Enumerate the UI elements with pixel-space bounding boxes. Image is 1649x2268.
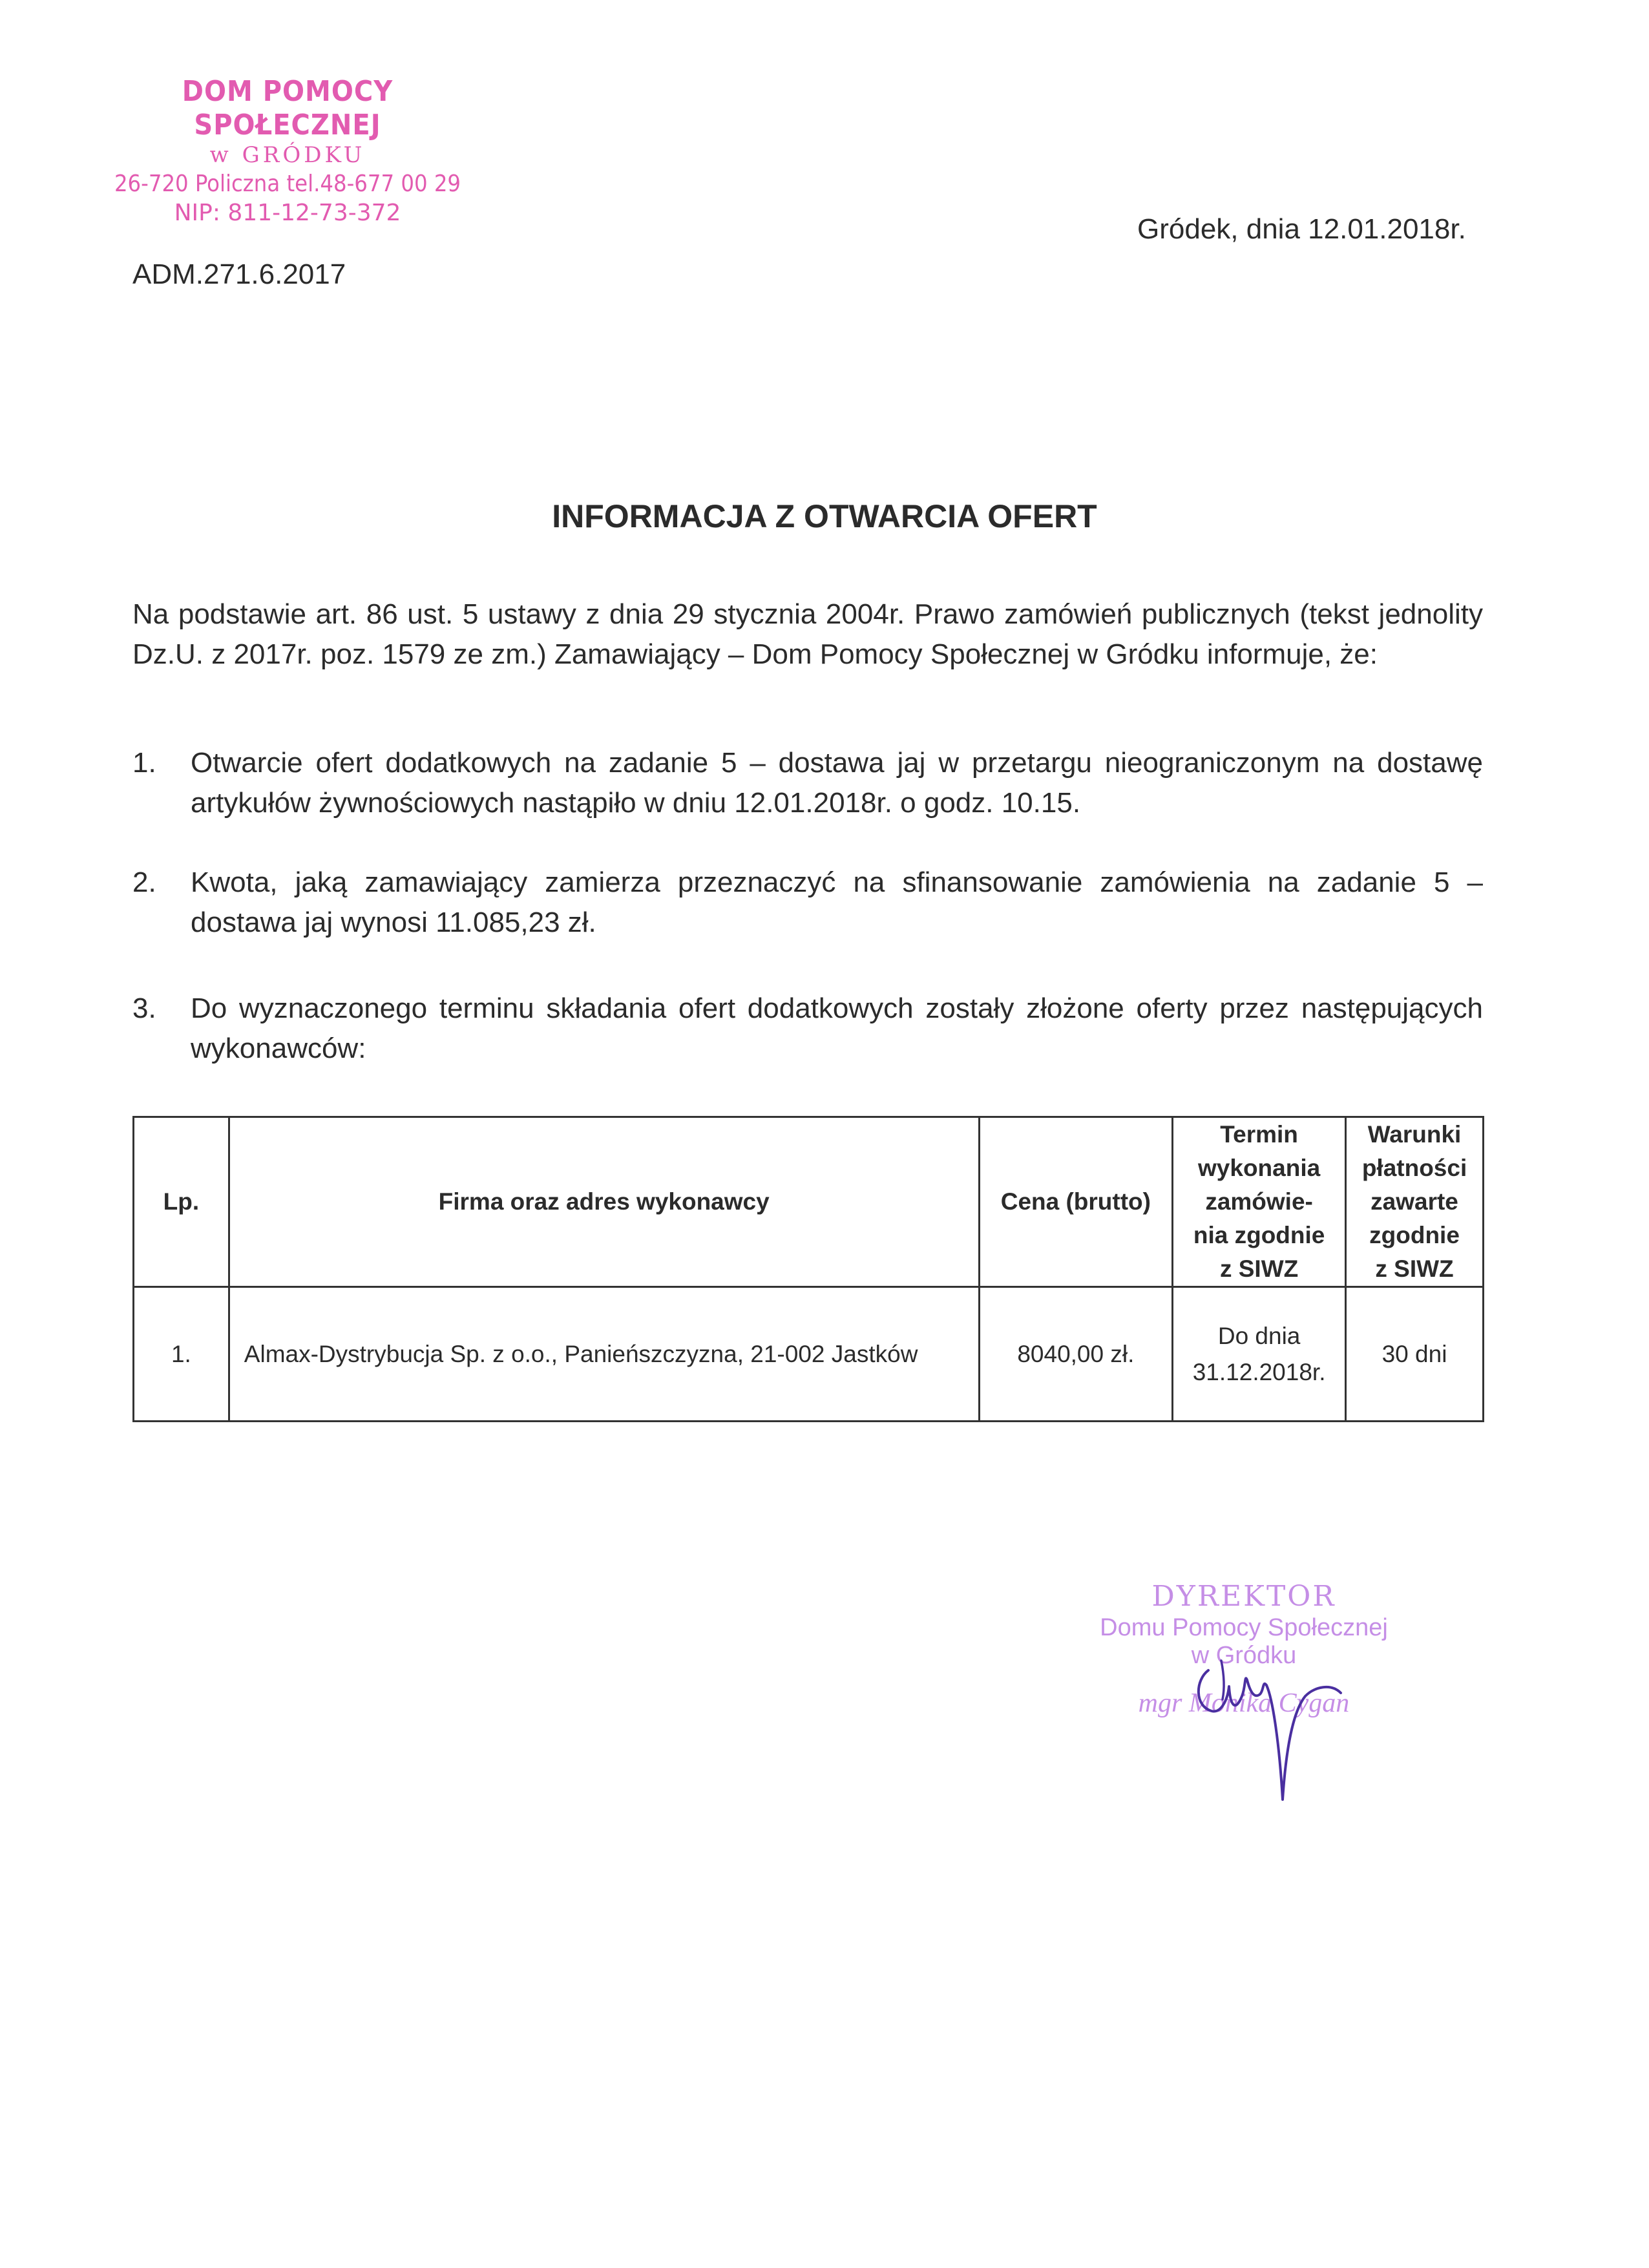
table-header-row: [134, 1117, 1484, 1287]
header-payment-line: z SIWZ: [1375, 1255, 1454, 1282]
cell-term-line: 31.12.2018r.: [1192, 1358, 1326, 1385]
table-row: [134, 1287, 1484, 1422]
cell-payment: 30 dni: [1346, 1287, 1484, 1422]
header-term-line: z SIWZ: [1219, 1255, 1299, 1282]
header-payment-line: zgodnie: [1369, 1222, 1460, 1248]
director-stamp-line-2: Domu Pomocy Społecznej: [1100, 1614, 1388, 1641]
header-term-line: nia zgodnie: [1193, 1222, 1325, 1248]
header-lp: Lp.: [134, 1117, 229, 1287]
institution-stamp: [90, 78, 485, 227]
stamp-line-4: NIP: 811-12-73-372: [174, 199, 401, 226]
cell-firm: Almax-Dystrybucja Sp. z o.o., Panieńszczyzna, 21-002 Jastków: [229, 1287, 979, 1422]
header-payment-line: płatności: [1361, 1155, 1467, 1181]
header-payment-line: Warunki: [1367, 1121, 1462, 1148]
list-item-number: 2.: [132, 866, 156, 898]
list-item-number: 3.: [132, 992, 156, 1024]
offers-table: [132, 1116, 1484, 1422]
intro-paragraph: Na podstawie art. 86 ust. 5 ustawy z dnia 29 stycznia 2004r. Prawo zamówień publicznych (tekst jednolity Dz.U. z 2017r. poz. 1579 ze zm.) Zamawiający – Dom Pomocy Społecznej w Gródku informuje, że:: [132, 598, 1483, 670]
header-term-line: zamówie-: [1205, 1188, 1313, 1215]
list-item-text: Do wyznaczonego terminu składania ofert dodatkowych zostały złożone oferty przez następujących wykonawców:: [191, 992, 1483, 1064]
director-stamp-line-4: mgr Monika Cygan: [1138, 1688, 1350, 1718]
header-firm: Firma oraz adres wykonawcy: [229, 1117, 979, 1287]
cell-term: [1173, 1287, 1346, 1422]
header-term: [1173, 1117, 1346, 1287]
document-title: INFORMACJA Z OTWARCIA OFERT: [552, 498, 1097, 534]
list-item-number: 1.: [132, 747, 156, 779]
cell-lp: 1.: [134, 1287, 229, 1422]
header-payment: [1346, 1117, 1484, 1287]
director-stamp-line-1: DYREKTOR: [1151, 1580, 1336, 1613]
list-item-text: Kwota, jaką zamawiający zamierza przeznaczyć na sfinansowanie zamówienia na zadanie 5 – dostawa jaj wynosi 11.085,23 zł.: [191, 866, 1483, 938]
stamp-line-2: w GRÓDKU: [209, 142, 366, 168]
header-payment-line: zawarte: [1371, 1188, 1458, 1215]
place-date: Gródek, dnia 12.01.2018r.: [1137, 213, 1466, 245]
header-price: Cena (brutto): [979, 1117, 1173, 1287]
reference-number: ADM.271.6.2017: [132, 258, 346, 290]
header-term-line: Termin: [1220, 1121, 1298, 1148]
stamp-line-1: DOM POMOCY SPOŁECZNEJ: [182, 76, 394, 142]
cell-term-line: Do dnia: [1217, 1322, 1301, 1349]
list-item-text: Otwarcie ofert dodatkowych na zadanie 5 – dostawa jaj w przetargu nieograniczonym na dostawę artykułów żywnościowych nastąpiło w dniu 12.01.2018r. o godz. 10.15.: [191, 747, 1483, 819]
director-stamp-line-3: w Gródku: [1191, 1642, 1297, 1669]
stamp-line-3: 26-720 Policzna tel.48-677 00 29: [114, 170, 461, 197]
handwritten-signature: [1182, 1635, 1376, 1829]
header-term-line: wykonania: [1198, 1155, 1321, 1181]
cell-price: 8040,00 zł.: [979, 1287, 1173, 1422]
